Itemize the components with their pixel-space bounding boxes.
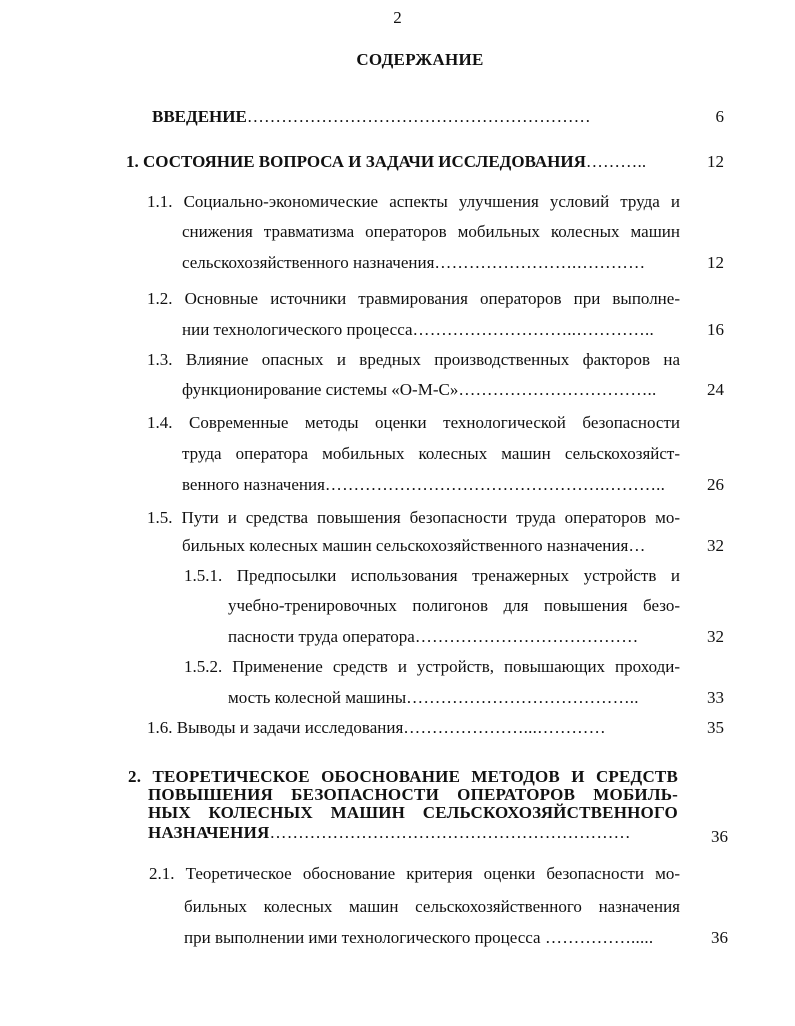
toc-page-number: 32 [707,627,724,646]
toc-entry-intro[interactable] [152,107,591,127]
toc-entry-text: пасности труда оператора [228,627,415,646]
toc-page-number: 12 [707,152,724,171]
toc-leader-dots: ………………………………………….……….. [324,475,666,494]
toc-entry-1-5-2-line2 [228,688,639,708]
toc-entry-1-5-1-line1[interactable]: 1.5.1. Предпосылки использования тренажерных устройств и [184,566,680,585]
toc-entry-1-5-line1[interactable]: 1.5. Пути и средства повышения безопасности труда операторов мо- [147,508,680,527]
toc-entry-text: венного назначения [182,475,325,494]
toc-entry-chapter-1[interactable] [126,152,646,172]
toc-entry-2-1-line3 [184,928,653,948]
toc-entry-text: 1.6. Выводы и задачи исследования [147,718,404,737]
toc-entry-chapter-2-line1[interactable]: 2. ТЕОРЕТИЧЕСКОЕ ОБОСНОВАНИЕ МЕТОДОВ И СРЕДСТВ [128,767,678,786]
toc-leader-dots: … [628,536,646,555]
toc-entry-chapter-2-line3: НЫХ КОЛЕСНЫХ МАШИН СЕЛЬСКОХОЗЯЙСТВЕННОГО [148,803,678,822]
toc-entry-1-5-1-line3 [228,627,638,647]
toc-entry-text: бильных колесных машин сельскохозяйственного назначения [182,536,629,555]
toc-entry-1-5-line2 [182,536,646,556]
toc-leader-dots: …………………………………………………… [246,107,591,126]
toc-entry-text: мость колесной машины [228,688,407,707]
toc-leader-dots: …………………...………… [403,718,606,737]
toc-entry-1-4-line2: труда оператора мобильных колесных машин сельскохозяйст- [182,444,680,463]
toc-leader-dots: ……….. [585,152,647,171]
toc-page-number: 16 [707,320,724,339]
page-title: СОДЕРЖАНИЕ [356,50,484,69]
toc-entry-1-4-line1[interactable]: 1.4. Современные методы оценки технологической безопасности [147,413,680,432]
toc-entry-1-5-2-line1[interactable]: 1.5.2. Применение средств и устройств, повышающих проходи- [184,657,680,676]
toc-entry-text: НАЗНАЧЕНИЯ [148,823,270,842]
toc-entry-1-1-line1[interactable]: 1.1. Социально-экономические аспекты улучшения условий труда и [147,192,680,211]
toc-entry-1-6[interactable] [147,718,606,738]
page-number: 2 [393,8,402,27]
toc-leader-dots: ……………..... [540,928,654,947]
toc-entry-2-1-line2: бильных колесных машин сельскохозяйственного назначения [184,897,680,916]
toc-page-number: 24 [707,380,724,399]
toc-entry-chapter-2-line4 [148,824,631,841]
toc-entry-text: нии технологического процесса [182,320,413,339]
toc-page-number: 33 [707,688,724,707]
toc-page-number: 26 [707,475,724,494]
toc-leader-dots: …………………………….. [458,380,657,399]
toc-entry-chapter-2-line2: ПОВЫШЕНИЯ БЕЗОПАСНОСТИ ОПЕРАТОРОВ МОБИЛЬ- [148,785,678,804]
toc-page-number: 36 [711,827,728,846]
toc-entry-2-1-line1[interactable]: 2.1. Теоретическое обоснование критерия оценки безопасности мо- [149,864,680,883]
toc-entry-1-2-line1[interactable]: 1.2. Основные источники травмирования операторов при выполне- [147,289,680,308]
toc-leader-dots: ………………………..………….. [412,320,654,339]
toc-entry-text: сельскохозяйственного назначения [182,253,435,272]
toc-leader-dots: ………………………………… [414,627,639,646]
toc-entry-1-3-line1[interactable]: 1.3. Влияние опасных и вредных производственных факторов на [147,350,680,369]
toc-page-number: 32 [707,536,724,555]
toc-entry-text: при выполнении ими технологического процесса [184,928,541,947]
toc-page-number: 12 [707,253,724,272]
toc-entry-text: функционирование системы «О-М-С» [182,380,459,399]
toc-leader-dots: ………………………………….. [406,688,639,707]
toc-entry-1-1-line3 [182,253,645,273]
toc-leader-dots: ……………………………………………………… [269,823,631,842]
toc-page-number: 6 [715,107,724,126]
toc-entry-1-4-line3 [182,475,665,495]
toc-page-number: 36 [711,928,728,947]
toc-entry-1-2-line2 [182,320,654,340]
toc-entry-1-3-line2 [182,380,656,400]
toc-entry-text: 1. СОСТОЯНИЕ ВОПРОСА И ЗАДАЧИ ИССЛЕДОВАНИЯ [126,152,586,171]
toc-entry-1-1-line2: снижения травматизма операторов мобильных колесных машин [182,222,680,241]
toc-entry-1-5-1-line2: учебно-тренировочных полигонов для повышения безо- [228,596,680,615]
toc-leader-dots: …………………….………… [434,253,646,272]
toc-entry-text: ВВЕДЕНИЕ [152,107,247,126]
toc-page-number: 35 [707,718,724,737]
